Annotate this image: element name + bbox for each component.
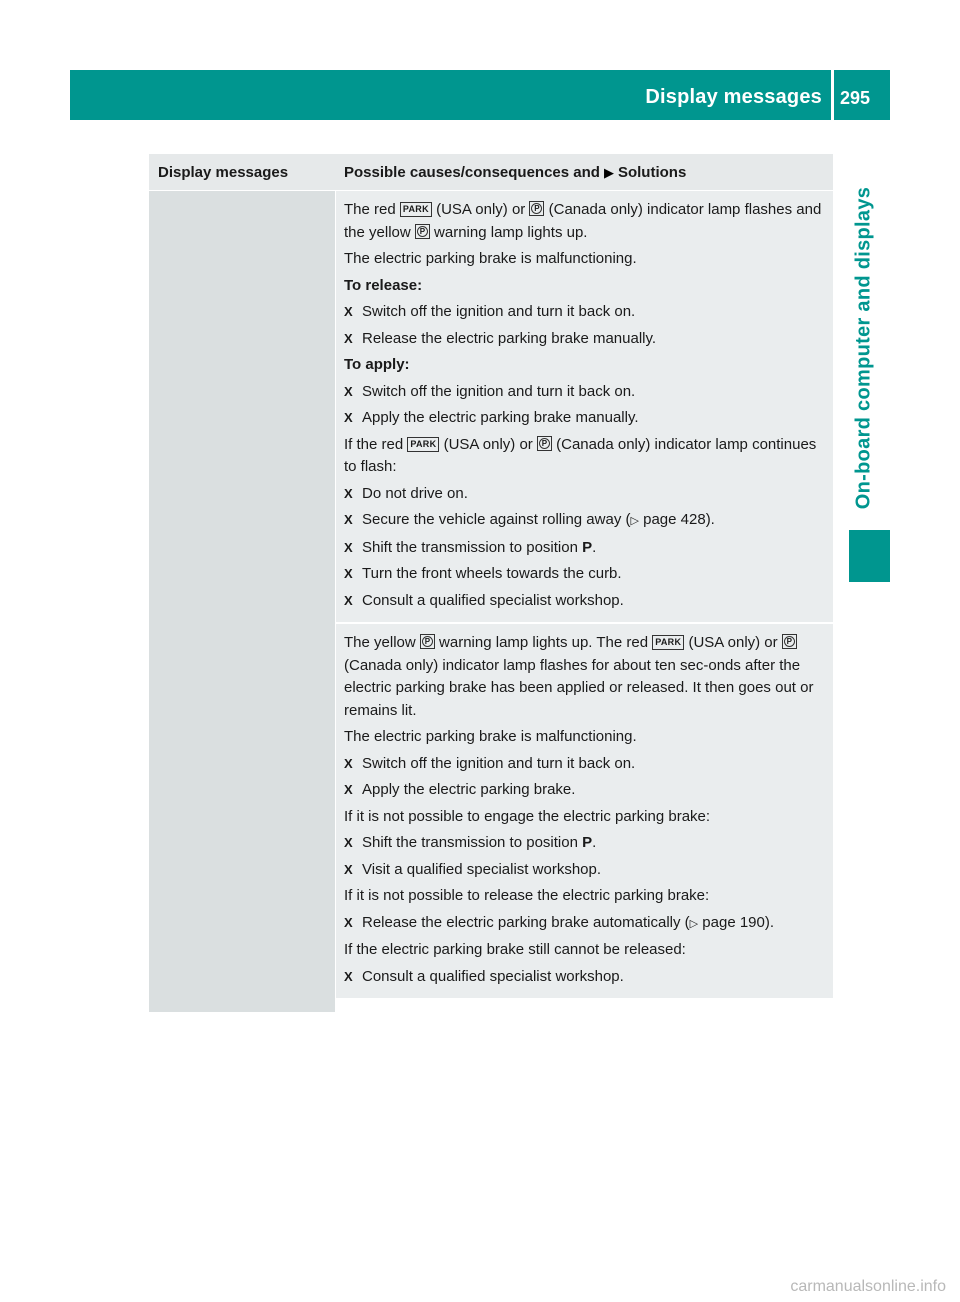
instruction-step: X Secure the vehicle against rolling away (▷ page 428). (344, 509, 827, 533)
step-arrow-icon: X (344, 914, 353, 930)
step-arrow-icon: X (344, 383, 353, 399)
step-arrow-icon: X (344, 782, 353, 797)
page-link[interactable]: page 190). (702, 913, 775, 931)
parking-brake-icon (537, 436, 552, 451)
chapter-label: On-board computer and displays (852, 186, 875, 510)
page-ref-icon: ▷ (689, 917, 699, 930)
step-arrow-icon: X (344, 968, 353, 984)
instruction-step: X Visit a qualified specialist workshop. (344, 859, 827, 882)
page-number: 295 (840, 88, 871, 108)
instruction-step: X Apply the electric parking brake. (344, 779, 827, 802)
instruction-step: X Turn the front wheels towards the curb. (344, 563, 827, 586)
park-icon: PARK (652, 635, 684, 650)
step-arrow-icon: X (344, 592, 353, 608)
instruction-step: X Apply the electric parking brake manually. (344, 407, 827, 430)
paragraph: The electric parking brake is malfunctioning. (344, 250, 637, 267)
step-arrow-icon: X (344, 330, 353, 346)
step-arrow-icon: X (344, 539, 353, 555)
instruction-step: X Shift the transmission to position P. (344, 537, 827, 560)
chapter-thumb-marker (849, 530, 890, 582)
step-arrow-icon: X (344, 861, 353, 877)
subheading-apply: To apply: (344, 356, 410, 373)
park-icon: PARK (400, 202, 432, 217)
subheading-release: To release: (344, 276, 423, 294)
paragraph: The red PARK (USA only) or P (Canada only) indicator lamp flashes and the yellow P warning lamp lights up. (344, 199, 827, 244)
table-row (336, 191, 833, 622)
parking-brake-icon (420, 634, 435, 649)
parking-brake-icon (415, 224, 430, 239)
instruction-step: X Release the electric parking brake automatically (▷ page 190). (344, 912, 827, 936)
page-ref-icon: ▷ (630, 515, 639, 527)
paragraph: If the red PARK (USA only) or P (Canada only) indicator lamp continues to flash: (344, 434, 827, 479)
page-link[interactable]: page 428). (643, 511, 715, 528)
step-arrow-icon: X (344, 512, 353, 527)
instruction-step: X Do not drive on. (344, 483, 827, 506)
table-row (336, 622, 833, 998)
step-arrow-icon: X (344, 755, 353, 771)
step-arrow-icon: X (344, 485, 353, 501)
step-arrow-icon: X (344, 566, 353, 581)
parking-brake-icon (782, 634, 797, 649)
header-bar (70, 70, 890, 120)
table-header (149, 154, 833, 191)
instruction-step: X Consult a qualified specialist workshop. (344, 966, 827, 989)
header-divider (831, 70, 834, 120)
step-arrow-icon: X (344, 410, 353, 425)
instruction-step: X Switch off the ignition and turn it back on. (344, 301, 827, 324)
column-header-solutions: Possible causes/consequences and ▶ Solutions (344, 164, 687, 181)
play-arrow-icon: ▶ (603, 165, 614, 180)
step-arrow-icon: X (344, 304, 353, 319)
instruction-step: X Switch off the ignition and turn it back on. (344, 381, 827, 404)
park-icon: PARK (407, 437, 439, 452)
paragraph: If the electric parking brake still cannot be released: (344, 941, 686, 958)
display-messages-table (149, 154, 833, 998)
instruction-step: X Consult a qualified specialist workshop. (344, 590, 827, 613)
parking-brake-icon (529, 201, 544, 216)
section-title: Display messages (645, 86, 822, 108)
chapter-side-tab (838, 136, 890, 561)
paragraph: The yellow P warning lamp lights up. The red PARK (USA only) or P (Canada only) indicator lamp flashes for about ten sec-onds after the electric parking brake has been applied or released. It then goes out or remains lit. (344, 632, 827, 722)
paragraph: If it is not possible to engage the electric parking brake: (344, 807, 711, 825)
display-message-cell (149, 191, 335, 1012)
instruction-step: X Switch off the ignition and turn it back on. (344, 753, 827, 776)
instruction-step: X Release the electric parking brake manually. (344, 328, 827, 351)
paragraph: The electric parking brake is malfunctioning. (344, 728, 637, 745)
paragraph: If it is not possible to release the electric parking brake: (344, 887, 710, 904)
step-arrow-icon: X (344, 835, 353, 850)
watermark: carmanualsonline.info (790, 1278, 946, 1295)
column-header-display-messages: Display messages (158, 164, 289, 181)
instruction-step: X Shift the transmission to position P. (344, 832, 827, 855)
